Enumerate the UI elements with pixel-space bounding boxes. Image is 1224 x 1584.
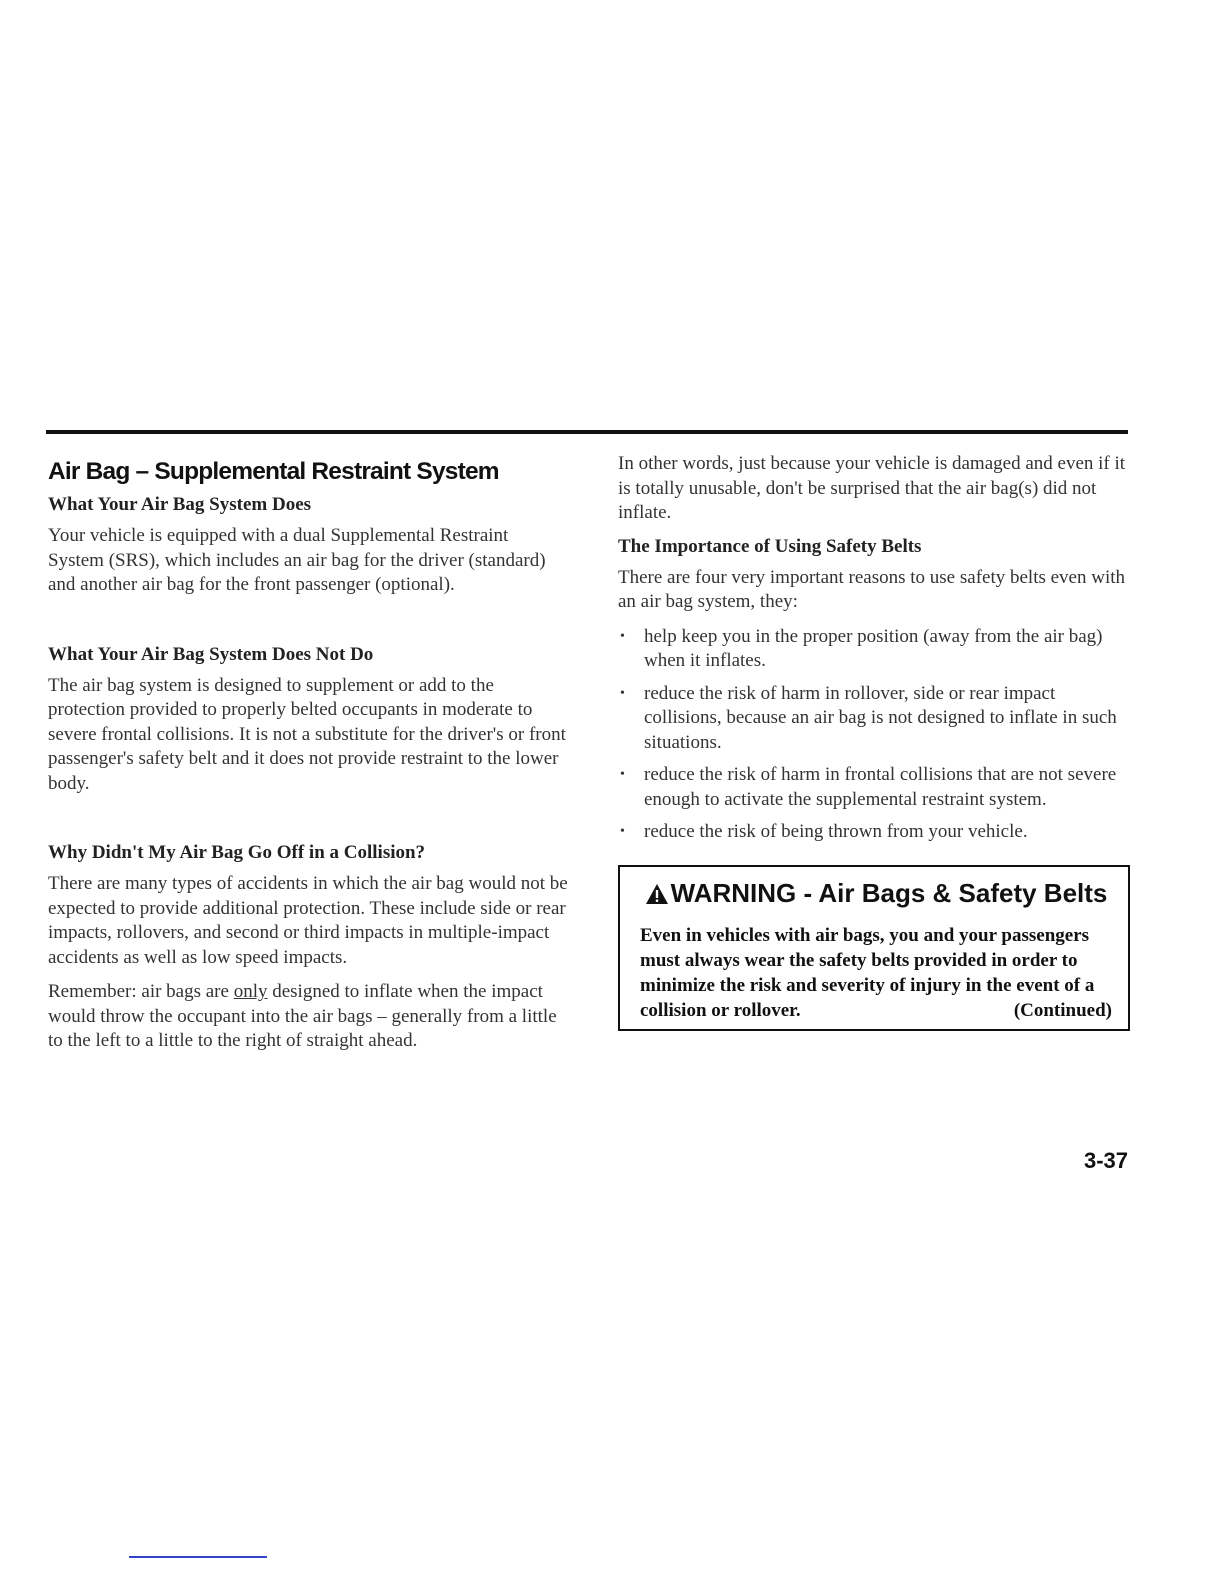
page-number: 3-37: [1083, 1148, 1128, 1173]
heading-what-not: What Your Air Bag System Does Not Do: [48, 643, 374, 665]
warning-title: WARNING - Air Bags & Safety Belts: [640, 877, 1112, 913]
heading-what-does: What Your Air Bag System Does: [48, 494, 312, 515]
bullet-icon: •: [620, 628, 625, 644]
heading-why-didnt: Why Didn't My Air Bag Go Off in a Collision?: [48, 842, 426, 863]
section-title: Air Bag – Supplemental Restraint System: [48, 458, 499, 485]
heading-importance: The Importance of Using Safety Belts: [618, 535, 922, 557]
reasons-list: [618, 625, 1128, 845]
paragraph-importance: There are four very important reasons to use safety belts even with an air bag system, they:: [618, 566, 1126, 612]
left-column: [48, 452, 568, 1064]
underlined-only: only: [233, 981, 268, 1002]
bullet-icon: •: [620, 767, 625, 782]
bullet-icon: •: [620, 685, 625, 701]
warning-box: [618, 865, 1130, 1031]
list-item: • reduce the risk of harm in rollover, side or rear impact collisions, because an air bag is not designed to inflate in such situations.: [620, 682, 1117, 753]
paragraph-why-didnt: There are many types of accidents in which the air bag would not be expected to provide additional protection. These include side or rear impacts, rollovers, and second or third impacts in multiple-impact accidents as well as low speed impacts.: [48, 873, 568, 968]
continued-label: (Continued): [1013, 999, 1112, 1021]
bottom-rule: [129, 1556, 267, 1558]
paragraph-what-not: The air bag system is designed to supplement or add to the protection provided to properly belted occupants in moderate to severe frontal collisions. It is not a substitute for the driver's or front passenger's safety belt and it does not provide restraint to the lower body.: [48, 674, 566, 794]
top-rule: [46, 430, 1128, 434]
list-item: • help keep you in the proper position (away from the air bag) when it inflates.: [620, 625, 1103, 671]
list-item: • reduce the risk of harm in frontal collisions that are not severe enough to activate the supplemental restraint system.: [620, 764, 1117, 810]
list-item: • reduce the risk of being thrown from your vehicle.: [618, 820, 1128, 845]
warning-triangle-icon: [645, 880, 669, 913]
paragraph-intro: In other words, just because your vehicle is damaged and even if it is totally unusable, don't be surprised that the air bag(s) did not inflate.: [618, 453, 1126, 523]
warning-body: Even in vehicles with air bags, you and your passengers must always wear the safety belts provided in order to minimize the risk and severity of injury in the event of a collision or rollover. (Continued): [640, 924, 1112, 1021]
paragraph-what-does: Your vehicle is equipped with a dual Supplemental Restraint System (SRS), which includes an air bag for the driver (standard) and another air bag for the front passenger (optional).: [48, 525, 546, 595]
paragraph-remember: Remember: air bags are only designed to inflate when the impact would throw the occupant into the air bags – generally from a little to the left to a little to the right of straight ahead.: [48, 981, 557, 1051]
bullet-icon: •: [620, 824, 625, 839]
right-column: [618, 452, 1128, 1031]
